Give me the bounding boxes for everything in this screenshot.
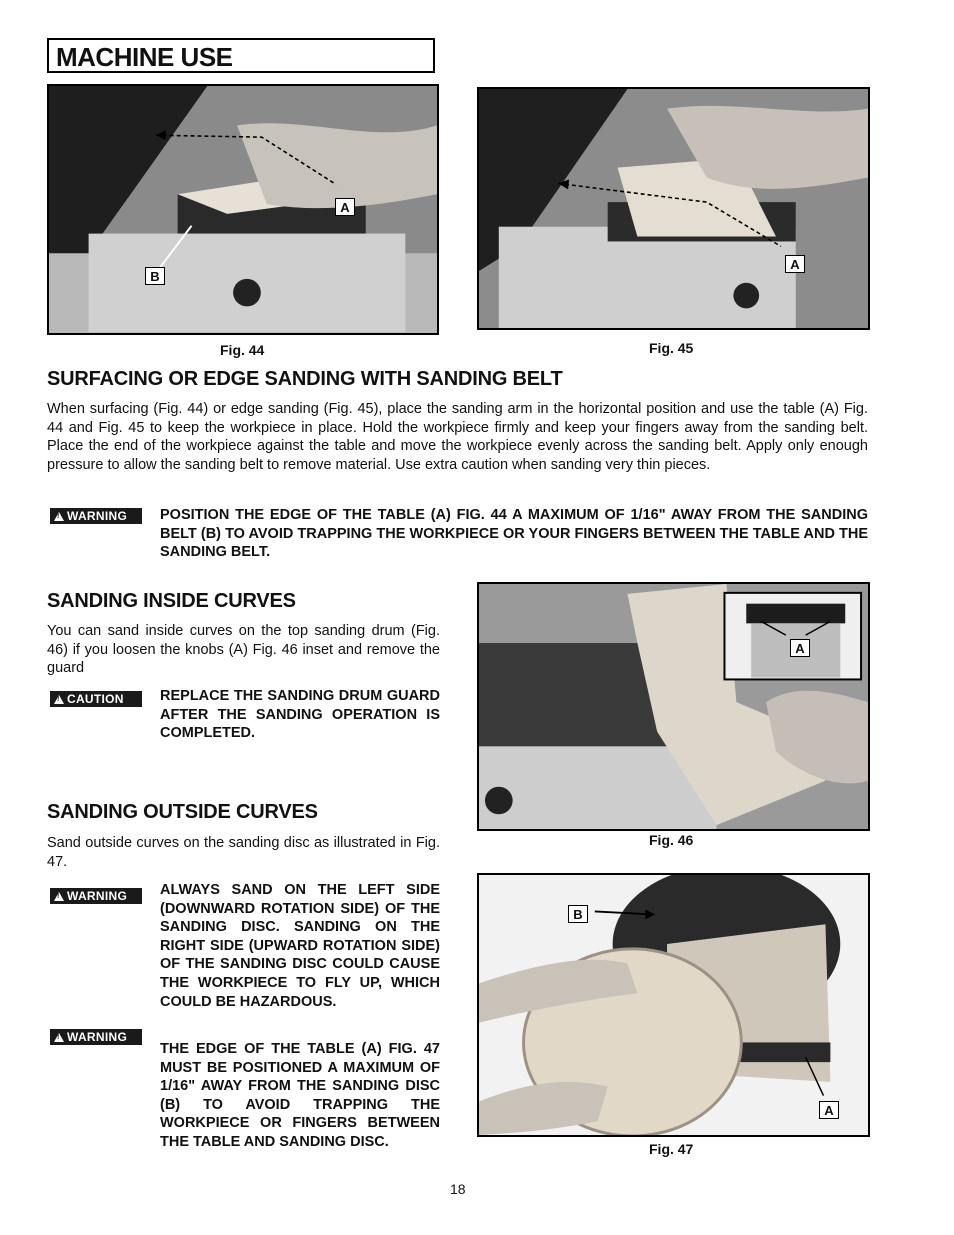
warning-badge-table-edge: [50, 1029, 142, 1045]
warning-text-belt: POSITION THE EDGE OF THE TABLE (A) FIG. 44 A MAXIMUM OF 1/16" AWAY FROM THE SANDING BELT (B) TO AVOID TRAPPING THE WORKPIECE OR YOUR FINGERS BETWEEN THE TABLE AND THE SANDING BELT.: [160, 507, 868, 561]
figure-44-photo: [47, 84, 439, 335]
figure-45-illustration: [479, 89, 868, 328]
section-body-inside-curves: You can sand inside curves on the top sanding drum (Fig. 46) if you loosen the knobs (A) Fig. 46 inset and remove the guard: [47, 623, 440, 677]
figure-46-caption: Fig. 46: [649, 832, 694, 848]
figure-44-illustration: [49, 86, 437, 333]
section-heading-belt-sanding: SURFACING OR EDGE SANDING WITH SANDING BELT: [47, 368, 563, 390]
figure-47-illustration: [479, 875, 868, 1135]
page-title: MACHINE USE: [56, 42, 233, 72]
figure-47-photo: [477, 873, 870, 1137]
figure-47-label-b: B: [568, 905, 588, 923]
figure-44-label-b: B: [145, 267, 165, 285]
figure-47-label-a: A: [819, 1101, 839, 1119]
figure-46-illustration: [479, 584, 868, 829]
warning-badge-label: WARNING: [67, 509, 128, 523]
section-heading-inside-curves: SANDING INSIDE CURVES: [47, 590, 296, 612]
page-number: 18: [450, 1181, 466, 1197]
figure-45-photo: [477, 87, 870, 330]
figure-47-caption: Fig. 47: [649, 1141, 694, 1157]
warning-text-table-edge: THE EDGE OF THE TABLE (A) FIG. 47 MUST BE POSITIONED A MAXIMUM OF 1/16" AWAY FROM THE SANDING DISC (B) TO AVOID TRAPPING THE WORKPIECE OR FINGERS BETWEEN THE TABLE AND SANDING DISC.: [160, 1041, 440, 1150]
warning-triangle-icon: [54, 892, 64, 901]
caution-badge-label: CAUTION: [67, 692, 124, 706]
figure-44-caption: Fig. 44: [220, 342, 265, 358]
section-body-outside-curves: Sand outside curves on the sanding disc as illustrated in Fig. 47.: [47, 835, 440, 870]
warning-text-left-side: ALWAYS SAND ON THE LEFT SIDE (DOWNWARD ROTATION SIDE) OF THE SANDING DISC. SANDING ON THE RIGHT SIDE (UPWARD ROTATION SIDE) OF THE SANDING DISC COULD CAUSE THE WORKPIECE TO FLY UP, WHICH COULD BE HAZARDOUS.: [160, 882, 440, 1010]
warning-badge: [50, 508, 142, 524]
figure-45-caption: Fig. 45: [649, 340, 694, 356]
warning-badge-left-side: [50, 888, 142, 904]
warning-triangle-icon: [54, 512, 64, 521]
figure-46-photo: [477, 582, 870, 831]
section-heading-outside-curves: SANDING OUTSIDE CURVES: [47, 801, 318, 823]
caution-badge: [50, 691, 142, 707]
figure-44-label-a: A: [335, 198, 355, 216]
section-body-belt-sanding: When surfacing (Fig. 44) or edge sanding (Fig. 45), place the sanding arm in the horizontal position and use the table (A) Fig. 44 and Fig. 45 to keep the workpiece in place. Hold the workpiece firmly and keep your fingers away from the sanding belt. Place the end of the workpiece against the table and move the workpiece evenly across the sanding belt. Apply only enough pressure to allow the sanding belt to remove material. Use extra caution when sanding very thin pieces.: [47, 401, 868, 473]
warning-badge-label: WARNING: [67, 1030, 128, 1044]
page-title-box: [47, 38, 435, 73]
figure-46-label-a: A: [790, 639, 810, 657]
warning-badge-label: WARNING: [67, 889, 128, 903]
caution-text-drum-guard: REPLACE THE SANDING DRUM GUARD AFTER THE SANDING OPERATION IS COMPLETED.: [160, 688, 440, 742]
figure-45-label-a: A: [785, 255, 805, 273]
caution-triangle-icon: [54, 695, 64, 704]
warning-triangle-icon: [54, 1033, 64, 1042]
